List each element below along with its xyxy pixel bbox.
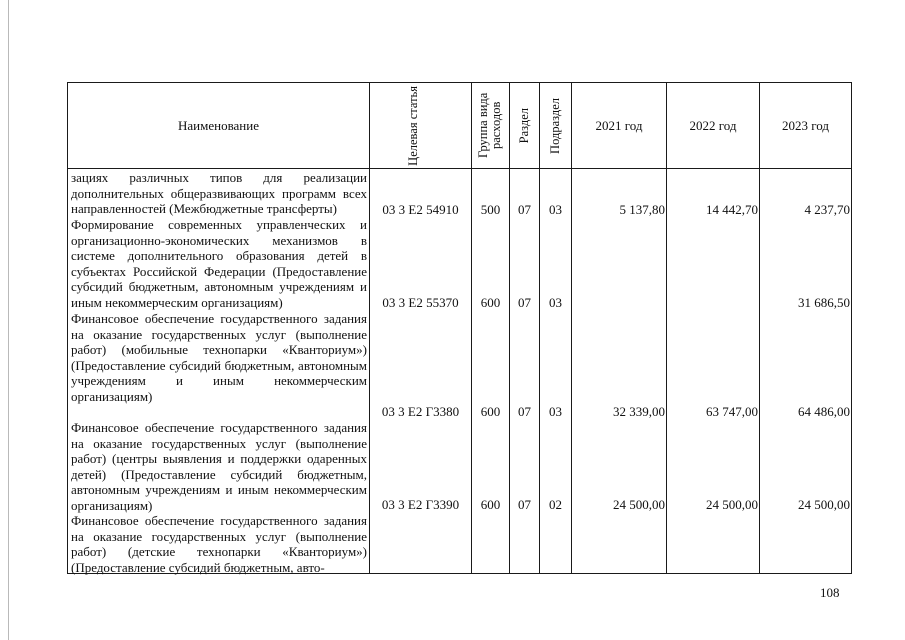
row-2-year-2023: 31 686,50 [798, 295, 850, 310]
row-3-year-2022: 63 747,00 [706, 404, 758, 419]
year-2022-column [667, 169, 760, 574]
row-4-name: Финансовое обеспечение государственного задания на оказание государственных услуг (выполнение работ) (центры выявления и поддержки одаренных детей) (Предоставление субсидий бюджетным, автономным учреждениям и иным некоммерческим организациям) [71, 420, 367, 513]
row-4-group: 600 [480, 497, 501, 512]
header-name: Наименование [68, 83, 370, 169]
row-4-year-2022: 24 500,00 [706, 497, 758, 512]
subsection-column [540, 169, 572, 574]
row-1-name: зациях различных типов для реализации дополнительных общеразвивающих программ всех направленностей (Межбюджетные трансферты) [71, 170, 367, 216]
row-2-section: 07 [518, 295, 531, 310]
row-2-group: 600 [480, 295, 501, 310]
year-2023-column [760, 169, 852, 574]
name-column [68, 169, 370, 574]
table-header-row [68, 83, 852, 169]
row-5-name: Финансовое обеспечение государственного задания на оказание государственных услуг (выполнение работ) (детские технопарки «Кванториум») (Предоставление субсидий бюджетным, авто- [71, 513, 367, 575]
row-1-group: 500 [480, 202, 501, 217]
row-1-year-2022: 14 442,70 [706, 202, 758, 217]
row-3-code: 03 3 Е2 Г3380 [381, 404, 460, 419]
row-3-group: 600 [480, 404, 501, 419]
section-column [510, 169, 540, 574]
budget-table [67, 82, 852, 574]
header-year-2022: 2022 год [667, 83, 760, 169]
row-2-subsection: 03 [549, 295, 562, 310]
row-3-subsection: 03 [549, 404, 562, 419]
row-2-name: Формирование современных управленческих и организационно-экономических механизмов в системе дополнительного образования детей в субъектах Российской Федерации (Предоставление субсидий бюджетным, автономным учреждениям и иным некоммерческим организациям) [71, 217, 367, 310]
row-3-name: Финансовое обеспечение государственного задания на оказание государственных услуг (выполнение работ) (мобильные технопарки «Кванториум») (Предоставление субсидий бюджетным, автономным учреждениям и иным некоммерческим организациям) [71, 311, 367, 404]
header-subsection: Подраздел [540, 83, 572, 169]
row-4-year-2023: 24 500,00 [798, 497, 850, 512]
row-1-year-2021: 5 137,80 [619, 202, 665, 217]
header-target: Целевая статья [370, 83, 472, 169]
group-column [472, 169, 510, 574]
table-body-row [68, 169, 852, 574]
row-4-section: 07 [518, 497, 531, 512]
row-4-year-2021: 24 500,00 [613, 497, 665, 512]
page-left-edge [8, 0, 9, 640]
header-section: Раздел [510, 83, 540, 169]
row-1-subsection: 03 [549, 202, 562, 217]
year-2021-column [572, 169, 667, 574]
row-2-code: 03 3 Е2 55370 [382, 295, 459, 310]
row-1-code: 03 3 Е2 54910 [382, 202, 459, 217]
row-4-code: 03 3 Е2 Г3390 [381, 497, 460, 512]
row-4-subsection: 02 [549, 497, 562, 512]
row-1-section: 07 [518, 202, 531, 217]
page-number: 108 [820, 585, 840, 600]
row-3-year-2023: 64 486,00 [798, 404, 850, 419]
header-year-2023: 2023 год [760, 83, 852, 169]
header-year-2021: 2021 год [572, 83, 667, 169]
header-group: Группа вида расходов [472, 83, 510, 169]
row-3-year-2021: 32 339,00 [613, 404, 665, 419]
row-1-year-2023: 4 237,70 [804, 202, 850, 217]
row-3-section: 07 [518, 404, 531, 419]
code-column [370, 169, 472, 574]
